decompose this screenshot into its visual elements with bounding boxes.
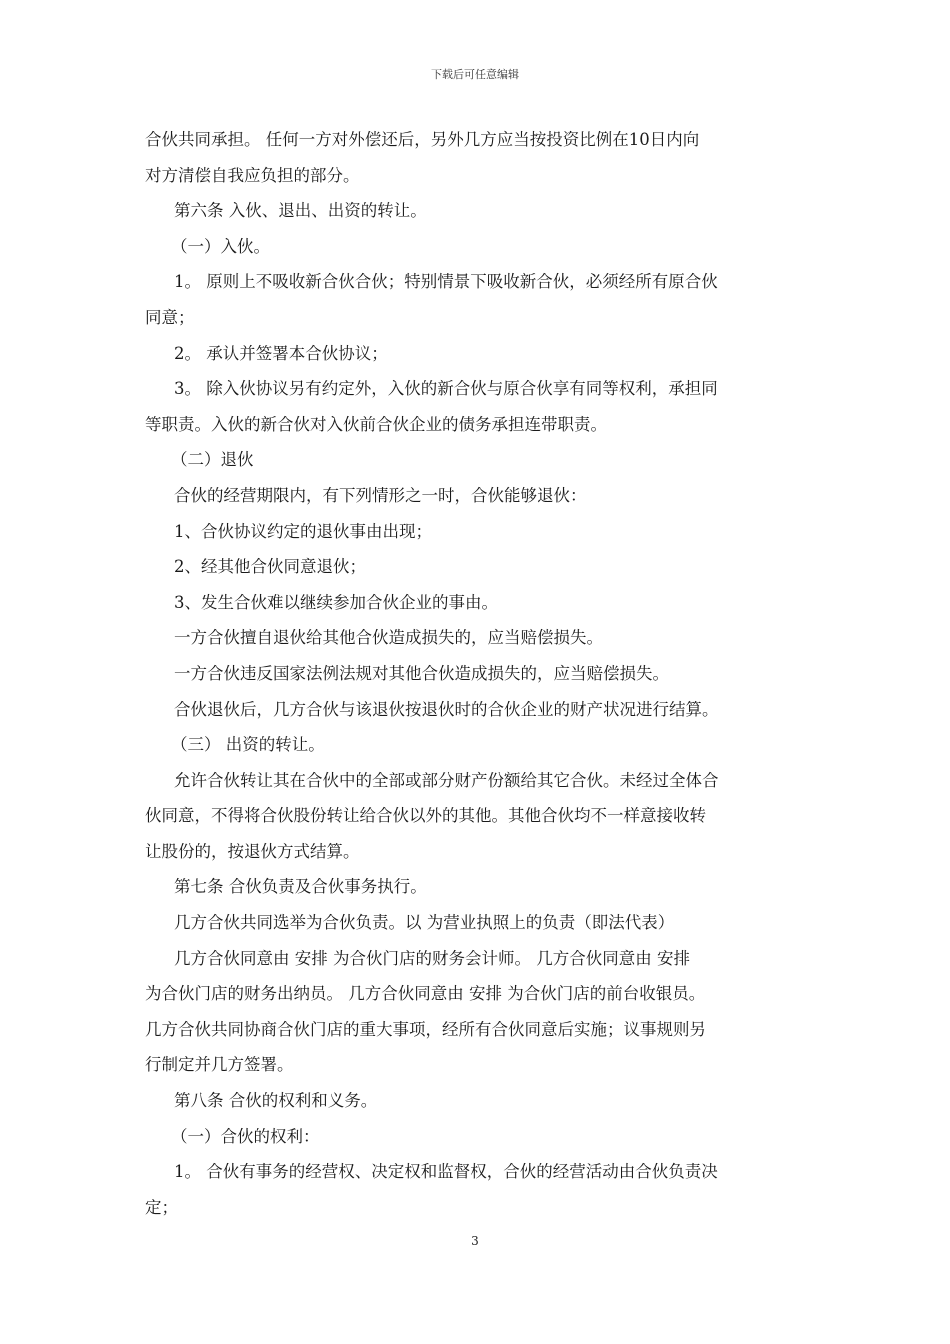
- section-heading: （一）入伙。: [171, 236, 270, 256]
- section-heading: （二）退伙: [171, 450, 254, 470]
- paragraph-line: 合伙共同承担。 任何一方对外偿还后，另外几方应当按投资比例在10日内向: [145, 130, 700, 149]
- section-heading: （一）合伙的权利：: [171, 1126, 320, 1146]
- paragraph-line: 几方合伙同意由 安排 为合伙门店的财务会计师。 几方合伙同意由 安排: [174, 948, 690, 968]
- list-item: 1、合伙协议约定的退伙事由出现；: [174, 521, 432, 541]
- paragraph-line: 允许合伙转让其在合伙中的全部或部分财产份额给其它合伙。未经过全体合: [174, 770, 719, 790]
- paragraph-line: 合伙退伙后，几方合伙与该退伙按退伙时的合伙企业的财产状况进行结算。: [174, 699, 719, 719]
- paragraph-line: 对方清偿自我应负担的部分。: [145, 165, 360, 185]
- paragraph-line: 让股份的，按退伙方式结算。: [145, 841, 360, 861]
- list-item: 1。 合伙有事务的经营权、决定权和监督权，合伙的经营活动由合伙负责决: [174, 1162, 718, 1182]
- list-item: 2。 承认并签署本合伙协议；: [174, 343, 388, 363]
- article-heading: 第七条 合伙负责及合伙事务执行。: [174, 877, 427, 897]
- list-item: 2、经其他合伙同意退伙；: [174, 557, 366, 577]
- document-body: [145, 122, 810, 1225]
- section-heading: （三） 出资的转让。: [171, 735, 325, 755]
- paragraph-line: 定；: [145, 1197, 178, 1217]
- paragraph-line: 几方合伙共同选举为合伙负责。以 为营业执照上的负责（即法代表）: [174, 913, 675, 933]
- list-item: 1。 原则上不吸收新合伙合伙；特别情景下吸收新合伙，必须经所有原合伙: [174, 272, 718, 292]
- paragraph-line: 一方合伙违反国家法例法规对其他合伙造成损失的，应当赔偿损失。: [174, 663, 669, 683]
- list-item: 3、发生合伙难以继续参加合伙企业的事由。: [174, 592, 498, 612]
- paragraph-line: 同意；: [145, 307, 195, 327]
- paragraph-line: 几方合伙共同协商合伙门店的重大事项，经所有合伙同意后实施；议事规则另: [145, 1019, 706, 1039]
- article-heading: 第八条 合伙的权利和义务。: [174, 1091, 378, 1111]
- paragraph-line: 一方合伙擅自退伙给其他合伙造成损失的，应当赔偿损失。: [174, 628, 603, 648]
- page-header: 下载后可任意编辑: [431, 68, 519, 81]
- paragraph-line: 行制定并几方签署。: [145, 1055, 294, 1075]
- paragraph-line: 伙同意，不得将合伙股份转让给合伙以外的其他。其他合伙均不一样意接收转: [145, 806, 706, 826]
- page-number: 3: [471, 1234, 479, 1248]
- paragraph-line: 等职责。入伙的新合伙对入伙前合伙企业的债务承担连带职责。: [145, 414, 607, 434]
- article-heading: 第六条 入伙、退出、出资的转让。: [174, 201, 427, 221]
- paragraph-line: 为合伙门店的财务出纳员。 几方合伙同意由 安排 为合伙门店的前台收银员。: [145, 984, 706, 1004]
- list-item: 3。 除入伙协议另有约定外，入伙的新合伙与原合伙享有同等权利，承担同: [174, 379, 718, 399]
- paragraph-line: 合伙的经营期限内，有下列情形之一时，合伙能够退伙：: [174, 485, 587, 505]
